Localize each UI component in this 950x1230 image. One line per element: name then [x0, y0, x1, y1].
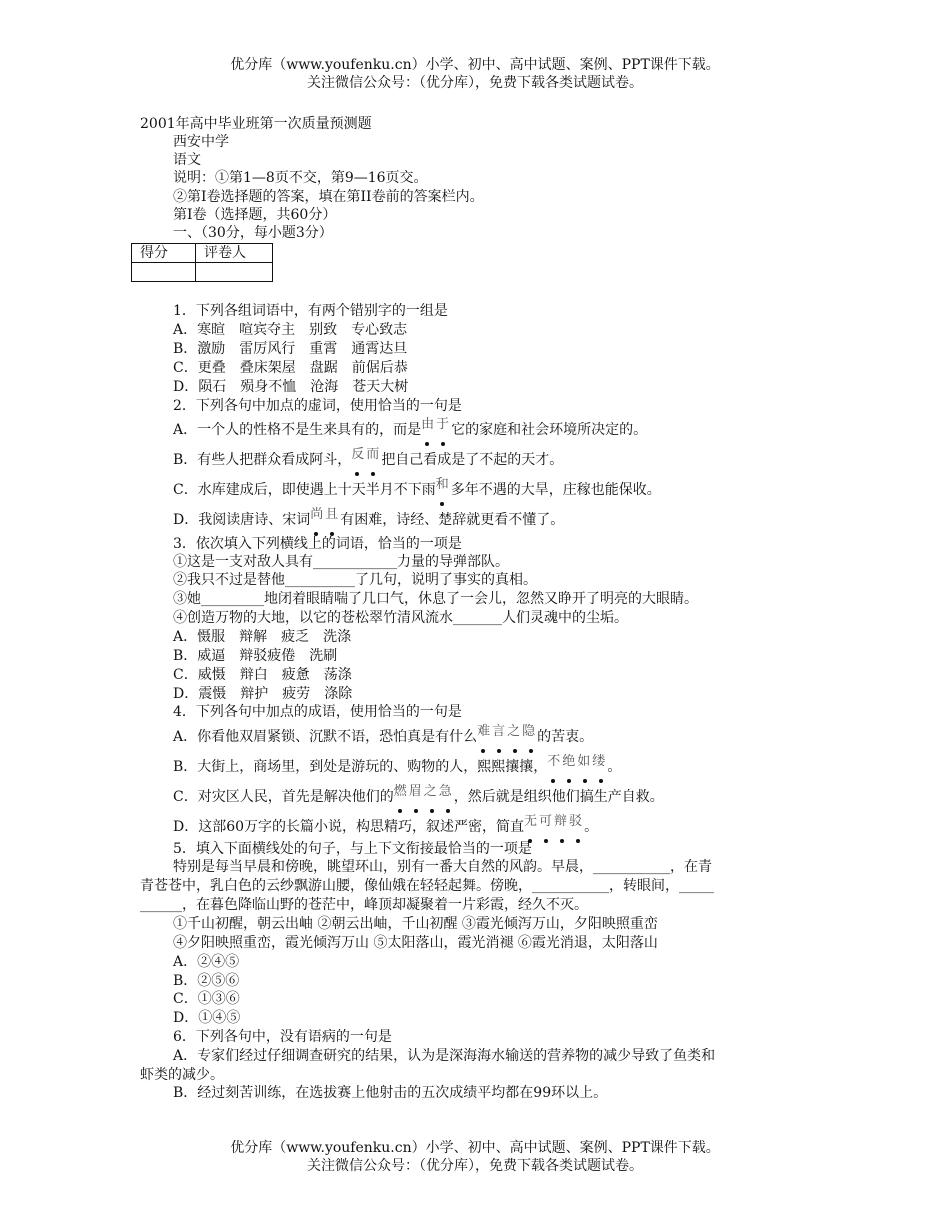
q2-d-pre: D．我阅读唐诗、宋词 — [173, 512, 311, 528]
q2-c-dotted-word: 和 — [436, 482, 451, 498]
q4-stem: 4．下列各句中加点的成语，使用恰当的一句是 — [173, 704, 462, 720]
q2-option-c — [173, 477, 661, 500]
q3-option-b: B．威逼 辩驳疲倦 洗刷 — [173, 648, 338, 664]
q2-c-post: 多年不遇的大旱，庄稼也能保收。 — [450, 482, 661, 498]
q6-option-a-line-2: 虾类的减少。 — [140, 1067, 224, 1083]
grader-header: 评卷人 — [196, 244, 273, 263]
q2-option-b — [173, 447, 564, 470]
q4-a-dotted-word: 难言之隐 — [477, 729, 537, 745]
score-table — [131, 243, 273, 282]
q2-option-d — [173, 507, 565, 530]
q4-a-pre: A．你看他双眉紧锁、沉默不语，恐怕真是有什么 — [173, 729, 478, 745]
q4-option-d — [173, 814, 599, 837]
q5-passage-1: 特别是每当早晨和傍晚，眺望环山，别有一番大自然的风韵。早晨，___________，在青 — [173, 859, 712, 875]
q3-sentence-2: ②我只不过是替他__________了几句，说明了事实的真相。 — [173, 572, 537, 588]
note-1: 说明：①第1—8页不交，第9—16页交。 — [173, 170, 428, 186]
q5-passage-2: 青苍苍中，乳白色的云纱飘游山腰，像仙娥在轻轻起舞。傍晚，___________，转眼间，_____ — [140, 878, 714, 894]
q1-stem: 1．下列各组词语中，有两个错别字的一组是 — [173, 303, 448, 319]
header-line-1: 优分库（www.youfenku.cn）小学、初中、高中试题、案例、PPT课件下载。 — [230, 57, 720, 73]
q2-c-pre: C．水库建成后，即使遇上十天半月不下雨 — [173, 482, 436, 498]
q2-a-pre: A．一个人的性格不是生来具有的，而是 — [173, 422, 422, 438]
q4-b-pre: B．大街上，商场里，到处是游玩的、购物的人，熙熙攘攘， — [173, 759, 548, 775]
q3-sentence-4: ④创造万物的大地，以它的苍松翠竹清风流水_______人们灵魂中的尘垢。 — [173, 610, 628, 626]
q4-b-post: 。 — [607, 759, 622, 775]
q1-option-a: A．寒暄 喧宾夺主 别致 专心致志 — [173, 322, 408, 338]
q6-option-b: B．经过刻苦训练，在选拔赛上他射击的五次成绩平均都在99环以上。 — [173, 1085, 608, 1101]
q1-option-d: D．陨石 殒身不恤 沧海 苍天大树 — [173, 379, 409, 395]
part-1-heading: 第I卷（选择题，共60分） — [173, 207, 337, 223]
q2-d-dotted-word: 尚且 — [310, 512, 340, 528]
q2-b-pre: B．有些人把群众看成阿斗， — [173, 452, 352, 468]
q3-sentence-1: ①这是一支对敌人具有____________力量的导弹部队。 — [173, 554, 509, 570]
q5-passage-3: ______，在暮色降临山野的苍茫中，峰顶却凝聚着一片彩霞，经久不灭。 — [140, 897, 588, 913]
header-line-2: 关注微信公众号：（优分库），免费下载各类试题试卷。 — [307, 75, 643, 91]
q2-stem: 2．下列各句中加点的虚词，使用恰当的一句是 — [173, 398, 462, 414]
q5-option-b: B．②⑤⑥ — [173, 973, 240, 989]
q3-option-c: C．威慑 辩白 疲惫 荡涤 — [173, 667, 352, 683]
q6-stem: 6．下列各句中，没有语病的一句是 — [173, 1029, 392, 1045]
q5-option-a: A．②④⑤ — [173, 954, 240, 970]
section-1-heading: 一、（30分，每小题3分） — [173, 225, 333, 241]
q1-option-b: B．激励 雷厉风行 重霄 通霄达旦 — [173, 341, 408, 357]
q4-d-post: 。 — [584, 819, 599, 835]
footer-line-2: 关注微信公众号：（优分库），免费下载各类试题试卷。 — [307, 1158, 643, 1174]
q3-stem: 3．依次填入下列横线上的词语，恰当的一项是 — [173, 536, 462, 552]
q2-b-dotted-word: 反而 — [351, 452, 381, 468]
q2-b-post: 把自己看成是了不起的天才。 — [381, 452, 564, 468]
q5-options-line-1: ①千山初醒，朝云出岫 ②朝云出岫，千山初醒 ③霞光倾泻万山，夕阳映照重峦 — [173, 916, 658, 932]
q4-d-dotted-word: 无可辩驳 — [524, 819, 584, 835]
q4-c-pre: C．对灾区人民，首先是解决他们的 — [173, 789, 394, 805]
q3-sentence-3: ③她_________地闭着眼睛喘了几口气，休息了一会儿，忽然又睁开了明亮的大眼睛。 — [173, 591, 698, 607]
q4-d-pre: D．这部60万字的长篇小说，构思精巧，叙述严密，简直 — [173, 819, 525, 835]
q3-option-d: D．震慑 辩护 疲劳 涤除 — [173, 686, 353, 702]
q3-option-a: A．慑服 辩解 疲乏 洗涤 — [173, 629, 352, 645]
grader-cell — [196, 263, 273, 282]
q2-a-dotted-word: 由于 — [421, 422, 451, 438]
q5-options-line-2: ④夕阳映照重峦，霞光倾泻万山 ⑤太阳落山，霞光消褪 ⑥霞光消退，太阳落山 — [173, 935, 658, 951]
q4-b-dotted-word: 不绝如缕 — [547, 759, 607, 775]
score-header: 得分 — [132, 244, 196, 263]
q4-a-post: 的苦衷。 — [537, 729, 594, 745]
q4-option-a — [173, 724, 594, 747]
q4-option-b — [173, 754, 622, 777]
subject: 语文 — [173, 152, 201, 168]
doc-title: 2001年高中毕业班第一次质量预测题 — [140, 116, 372, 132]
q4-c-post: ，然后就是组织他们搞生产自救。 — [453, 789, 664, 805]
q4-option-c — [173, 784, 664, 807]
q2-d-post: 有困难，诗经、楚辞就更看不懂了。 — [340, 512, 565, 528]
q5-option-d: D．①④⑤ — [173, 1010, 241, 1026]
q1-option-c: C．更叠 叠床架屋 盘踞 前倨后恭 — [173, 360, 408, 376]
q5-stem: 5．填入下面横线处的句子，与上下文衔接最恰当的一项是 — [173, 841, 532, 857]
q6-option-a-line-1: A．专家们经过仔细调查研究的结果，认为是深海海水输送的营养物的减少导致了鱼类和 — [173, 1048, 716, 1064]
score-cell — [132, 263, 196, 282]
q2-option-a — [173, 417, 648, 440]
q5-option-c: C．①③⑥ — [173, 991, 240, 1007]
school-name: 西安中学 — [173, 134, 229, 150]
q4-c-dotted-word: 燃眉之急 — [394, 789, 454, 805]
footer-line-1: 优分库（www.youfenku.cn）小学、初中、高中试题、案例、PPT课件下载。 — [230, 1140, 720, 1156]
note-2: ②第I卷选择题的答案，填在第II卷前的答案栏内。 — [173, 189, 484, 205]
q2-a-post: 它的家庭和社会环境所决定的。 — [451, 422, 648, 438]
